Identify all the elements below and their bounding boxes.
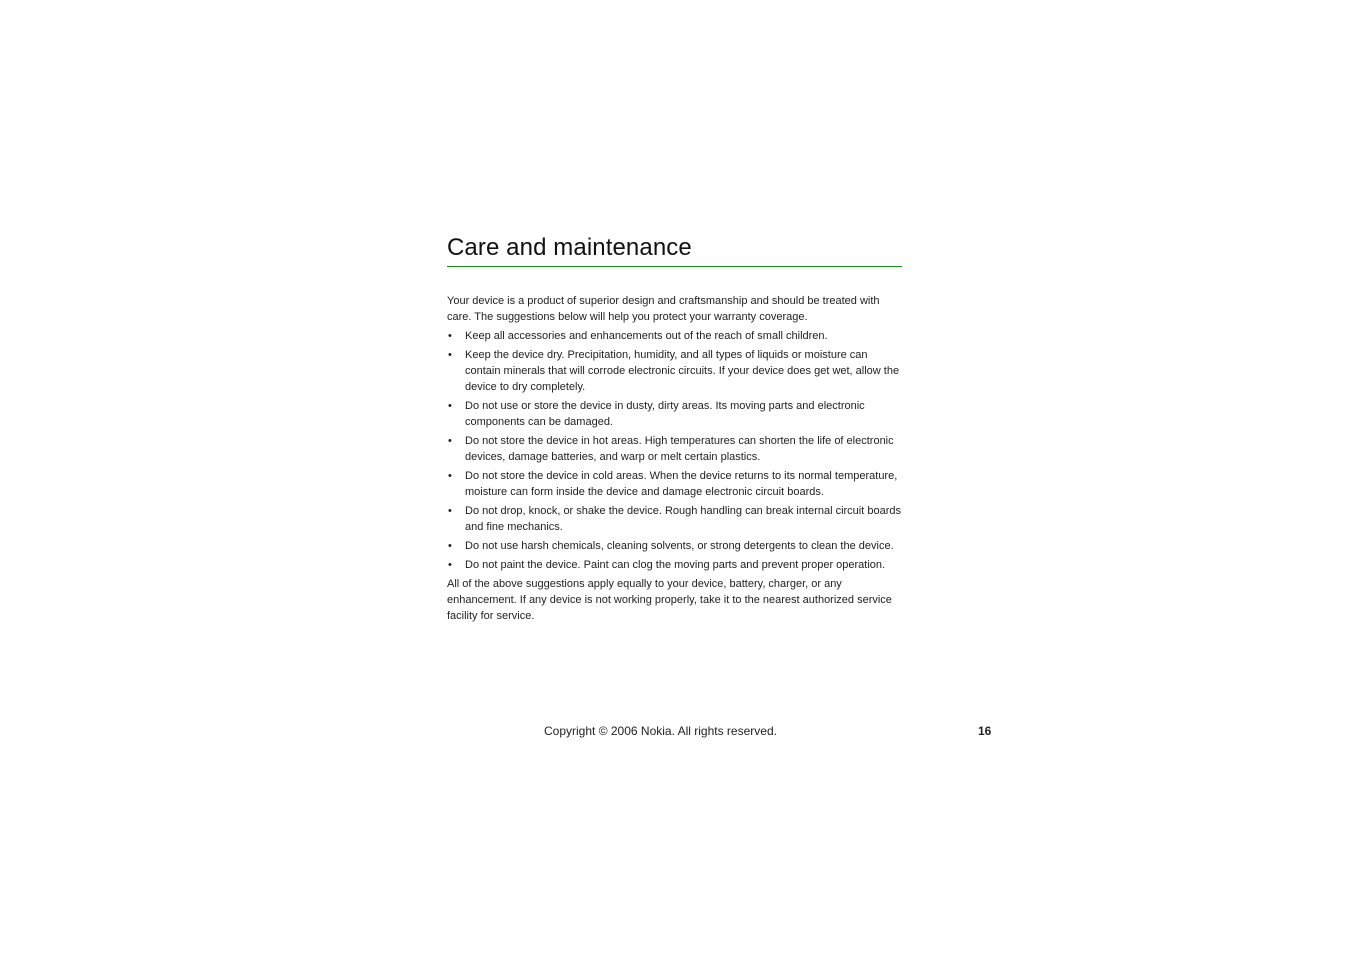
list-item: [447, 347, 903, 395]
list-item-text: Keep the device dry. Precipitation, humidity, and all types of liquids or moisture can contain minerals that will corrode electronic circuits. If your device does get wet, allow the device to dry completely.: [465, 349, 900, 393]
page-footer: [0, 722, 1351, 742]
bullet-icon: •: [448, 470, 452, 482]
list-item: [447, 468, 903, 500]
bullet-icon: •: [448, 435, 452, 447]
list-item-text: Do not store the device in cold areas. When the device returns to its normal temperature, moisture can form inside the device and damage electronic circuit boards.: [465, 470, 898, 498]
list-item: [447, 557, 903, 573]
care-bullet-list: [447, 328, 903, 573]
list-item: [447, 538, 903, 554]
list-item: [447, 503, 903, 535]
list-item: [447, 328, 903, 344]
list-item-text: Do not store the device in hot areas. High temperatures can shorten the life of electronic devices, damage batteries, and warp or melt certain plastics.: [465, 435, 894, 463]
list-item: [447, 433, 903, 465]
bullet-icon: •: [448, 330, 452, 342]
copyright-notice: Copyright © 2006 Nokia. All rights reserved.: [544, 724, 777, 738]
page-title: Care and maintenance: [447, 234, 692, 261]
list-item: [447, 398, 903, 430]
intro-paragraph: Your device is a product of superior design and craftsmanship and should be treated with care. The suggestions below will help you protect your warranty coverage.: [447, 295, 880, 323]
bullet-icon: •: [448, 400, 452, 412]
bullet-icon: •: [448, 349, 452, 361]
list-item-text: Do not paint the device. Paint can clog the moving parts and prevent proper operation.: [465, 559, 886, 571]
list-item-text: Do not use harsh chemicals, cleaning solvents, or strong detergents to clean the device.: [465, 540, 894, 552]
closing-paragraph: All of the above suggestions apply equally to your device, battery, charger, or any enhancement. If any device is not working properly, take it to the nearest authorized service facility for service.: [447, 578, 892, 622]
bullet-icon: •: [448, 540, 452, 552]
list-item-text: Do not drop, knock, or shake the device. Rough handling can break internal circuit boards and fine mechanics.: [465, 505, 901, 533]
bullet-icon: •: [448, 505, 452, 517]
list-item-text: Do not use or store the device in dusty, dirty areas. Its moving parts and electronic components can be damaged.: [465, 400, 865, 428]
page-number: 16: [978, 724, 992, 738]
title-rule: [447, 266, 902, 267]
page-content: [447, 232, 903, 624]
list-item-text: Keep all accessories and enhancements out of the reach of small children.: [465, 330, 828, 342]
bullet-icon: •: [448, 559, 452, 571]
